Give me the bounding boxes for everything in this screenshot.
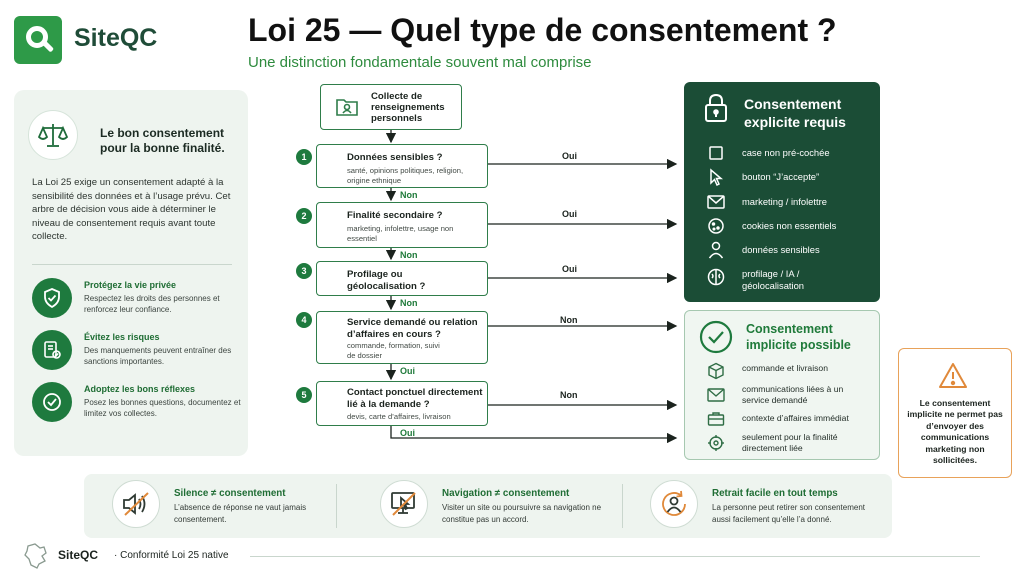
left-heading: Le bon consentement pour la bonne finalité.	[100, 126, 225, 155]
flow-step-3	[316, 261, 488, 296]
bottom-card-title: Navigation ≠ consentement	[442, 488, 570, 499]
feature-desc: Respectez les droits des personnes et renforcez leur confiance.	[84, 294, 220, 314]
check-circle-icon	[699, 320, 733, 359]
step-detail: marketing, infolettre, usage non essentiel	[347, 224, 454, 243]
page-title: Loi 25 — Quel type de consentement ?	[248, 12, 837, 48]
implicit-item	[706, 410, 876, 428]
branch-label: Oui	[562, 209, 577, 219]
implicit-item-label: seulement pour la finalité directement liée	[742, 432, 838, 453]
step-detail: devis, carte d’affaires, livraison	[347, 412, 451, 421]
flow-start-label: Collecte de renseignements personnels	[371, 91, 445, 124]
step-detail: commande, formation, suivi de dossier	[347, 341, 440, 360]
lock-icon	[702, 92, 730, 129]
explicit-item-label: bouton “J’accepte”	[742, 171, 820, 182]
explicit-item-label: case non pré-cochée	[742, 147, 830, 158]
step-number: 3	[296, 263, 312, 279]
person-refresh-icon	[650, 480, 698, 528]
bottom-card-desc: L’absence de réponse ne vaut jamais consentement.	[174, 503, 307, 524]
step-detail: santé, opinions politiques, religion, origine ethnique	[347, 166, 464, 185]
page-subtitle: Une distinction fondamentale souvent mal comprise	[248, 54, 592, 71]
bottom-card-navigation	[380, 480, 640, 532]
implicit-item-label: communications liées à un service demandé	[742, 384, 844, 405]
feature-desc: Posez les bonnes questions, documentez et limitez vos collectes.	[84, 398, 241, 418]
bottom-card-title: Retrait facile en tout temps	[712, 488, 838, 499]
checkbox-icon	[706, 144, 726, 162]
step-question: Finalité secondaire ?	[347, 210, 443, 221]
explicit-item	[706, 217, 876, 237]
package-icon	[706, 362, 726, 380]
explicit-item	[706, 265, 876, 295]
folder-person-icon	[335, 96, 359, 123]
step-question: Contact ponctuel directement lié à la demande ?	[347, 387, 483, 410]
briefcase-icon	[706, 410, 726, 428]
branch-label: Oui	[400, 366, 415, 376]
step-number: 1	[296, 149, 312, 165]
divider	[336, 484, 337, 528]
flow-step-5	[316, 381, 488, 426]
left-body-text: La Loi 25 exige un consentement adapté à la sensibilité des données et à l’usage prévu. Cet arbre de décision vous aide à déterminer le niveau de consentement requis avant toute collecte.	[32, 177, 231, 242]
branch-label: Oui	[562, 151, 577, 161]
explicit-item	[706, 168, 876, 188]
step-question: Profilage ou géolocalisation ?	[347, 269, 426, 292]
cookie-icon	[706, 217, 726, 235]
explicit-item	[706, 193, 876, 213]
quebec-map-icon	[22, 542, 50, 575]
implicit-item-label: commande et livraison	[742, 363, 828, 373]
person-icon	[706, 241, 726, 259]
explicit-item-label: cookies non essentiels	[742, 220, 837, 231]
step-number: 4	[296, 312, 312, 328]
implicit-item-label: contexte d’affaires immédiat	[742, 413, 849, 423]
flow-step-4	[316, 311, 488, 364]
envelope-icon	[706, 193, 726, 211]
explicit-item-label: profilage / IA / géolocalisation	[742, 268, 805, 291]
footer-divider	[250, 556, 980, 557]
divider	[622, 484, 623, 528]
flow-step-2	[316, 202, 488, 248]
implicit-title: Consentement implicite possible	[746, 322, 851, 352]
bottom-card-desc: La personne peut retirer son consentement aussi facilement qu’elle l’a donné.	[712, 503, 865, 524]
branch-label: Non	[560, 315, 578, 325]
branch-label: Non	[560, 390, 578, 400]
branch-label: Non	[400, 190, 418, 200]
brain-icon	[706, 268, 726, 286]
footer-text: · Conformité Loi 25 native	[114, 550, 229, 561]
feature-title: Adoptez les bons réflexes	[84, 384, 196, 394]
bottom-card-withdrawal	[650, 480, 886, 532]
target-icon	[706, 434, 726, 452]
flow-start-box	[320, 84, 462, 130]
implicit-item	[706, 383, 876, 407]
branch-label: Oui	[400, 428, 415, 438]
feature-desc: Des manquements peuvent entraîner des sanctions importantes.	[84, 346, 232, 366]
brand-name: SiteQC	[74, 24, 158, 52]
branch-label: Oui	[562, 264, 577, 274]
warning-text: Le consentement implicite ne permet pas d’envoyer des communications marketing non sollicitées.	[907, 398, 1003, 466]
flow-step-1	[316, 144, 488, 188]
implicit-item	[706, 431, 876, 455]
branch-label: Non	[400, 298, 418, 308]
warning-icon	[938, 362, 968, 394]
monitor-cursor-icon	[380, 480, 428, 528]
explicit-item	[706, 241, 876, 261]
branch-label: Non	[400, 250, 418, 260]
step-number: 2	[296, 208, 312, 224]
muted-speaker-icon	[112, 480, 160, 528]
step-question: Données sensibles ?	[347, 152, 443, 163]
feature-title: Protégez la vie privée	[84, 280, 177, 290]
footer-brand: SiteQC	[58, 548, 99, 562]
explicit-item	[706, 144, 876, 164]
explicit-item-label: données sensibles	[742, 244, 820, 255]
step-question: Service demandé ou relation d’affaires en cours ?	[347, 317, 478, 340]
explicit-item-label: marketing / infolettre	[742, 196, 827, 207]
feature-title: Évitez les risques	[84, 332, 160, 342]
bottom-card-silence	[112, 480, 372, 532]
bottom-card-title: Silence ≠ consentement	[174, 488, 286, 499]
step-number: 5	[296, 387, 312, 403]
explicit-title: Consentement explicite requis	[744, 96, 846, 130]
envelope-icon	[706, 386, 726, 404]
implicit-item	[706, 362, 876, 380]
bottom-card-desc: Visiter un site ou poursuivre sa navigation ne constitue pas un accord.	[442, 503, 602, 524]
cursor-icon	[706, 168, 726, 186]
